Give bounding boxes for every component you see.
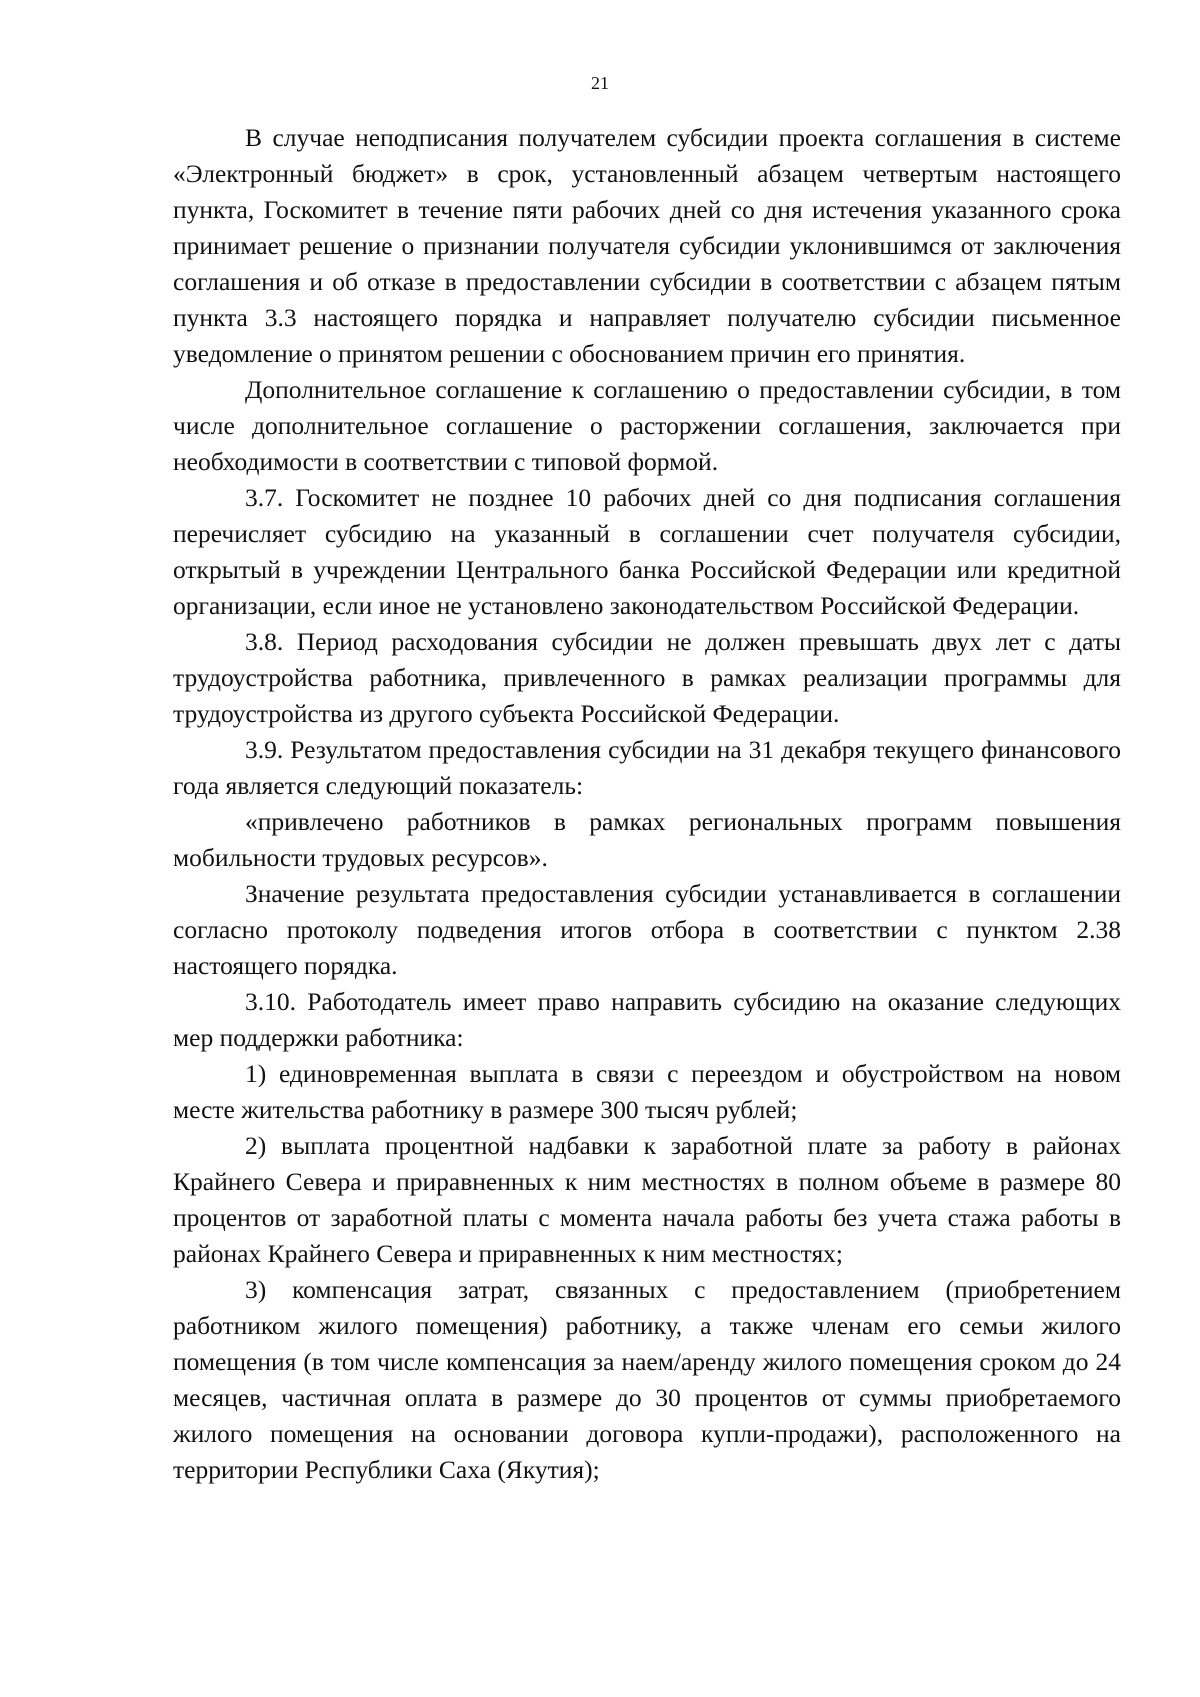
- paragraph-unsigned-agreement: В случае неподписания получателем субсидии проекта соглашения в системе «Электронный бюджет» в срок, установленный абзацем четвертым настоящего пункта, Госкомитет в течение пяти рабочих дней со дня истечения указанного срока принимает решение о признании получателя субсидии уклонившимся от заключения соглашения и об отказе в предоставлении субсидии в соответствии с абзацем пятым пункта 3.3 настоящего порядка и направляет получателю субсидии письменное уведомление о принятом решении с обоснованием причин его принятия.: [173, 123, 1121, 368]
- paragraph-3-9: 3.9. Результатом предоставления субсидии на 31 декабря текущего финансового года является следующий показатель:: [173, 735, 1121, 800]
- paragraph-3-7: 3.7. Госкомитет не позднее 10 рабочих дней со дня подписания соглашения перечисляет субсидию на указанный в соглашении счет получателя субсидии, открытый в учреждении Центрального банка Российской Федерации или кредитной организации, если иное не установлено законодательством Российской Федерации.: [173, 483, 1121, 620]
- paragraph-3-10: 3.10. Работодатель имеет право направить субсидию на оказание следующих мер поддержки работника:: [173, 987, 1121, 1052]
- list-item-3: 3) компенсация затрат, связанных с предоставлением (приобретением работником жилого помещения) работнику, а также членам его семьи жилого помещения (в том числе компенсация за наем/аренду жилого помещения сроком до 24 месяцев, частичная оплата в размере до 30 процентов от суммы приобретаемого жилого помещения на основании договора купли-продажи), расположенного на территории Республики Саха (Якутия);: [173, 1275, 1121, 1484]
- paragraph-additional-agreement: Дополнительное соглашение к соглашению о предоставлении субсидии, в том числе дополнительное соглашение о расторжении соглашения, заключается при необходимости в соответствии с типовой формой.: [173, 375, 1121, 476]
- paragraph-result-value: Значение результата предоставления субсидии устанавливается в соглашении согласно протоколу подведения итогов отбора в соответствии с пунктом 2.38 настоящего порядка.: [173, 879, 1121, 980]
- paragraph-result-indicator: «привлечено работников в рамках региональных программ повышения мобильности трудовых ресурсов».: [173, 807, 1121, 872]
- list-item-1: 1) единовременная выплата в связи с переездом и обустройством на новом месте жительства работнику в размере 300 тысяч рублей;: [173, 1059, 1121, 1124]
- page-number: 21: [591, 73, 609, 93]
- paragraph-3-8: 3.8. Период расходования субсидии не должен превышать двух лет с даты трудоустройства работника, привлеченного в рамках реализации программы для трудоустройства из другого субъекта Российской Федерации.: [173, 627, 1121, 728]
- list-item-2: 2) выплата процентной надбавки к заработной плате за работу в районах Крайнего Севера и приравненных к ним местностях в полном объеме в размере 80 процентов от заработной платы с момента начала работы без учета стажа работы в районах Крайнего Севера и приравненных к ним местностях;: [173, 1131, 1121, 1268]
- document-body: [173, 120, 1121, 1488]
